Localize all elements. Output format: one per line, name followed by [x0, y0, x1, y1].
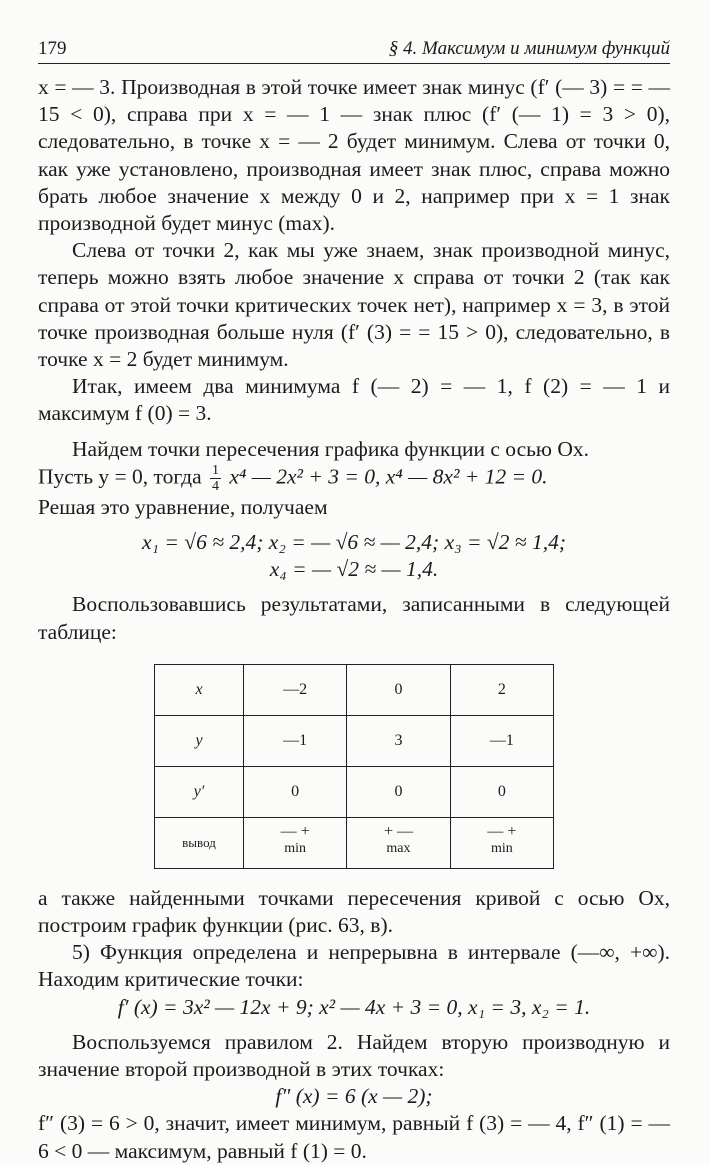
paragraph-11: f″ (3) = 6 > 0, значит, имеет минимум, равный f (3) = — 4, f″ (1) = — 6 < 0 — максимум, равный f (1) = 0.	[38, 1111, 670, 1163]
paragraph-1: x = — 3. Производная в этой точке имеет знак минус (f′ (— 3) = = —15 < 0), справа при x = — 1 — знак плюс (f′ (— 1) = 3 > 0), следовательно, в точке x = — 2 будет минимум. Слева от точки 0, как уже установлено, производная имеет знак плюс, справа можно брать любое значение x между 0 и 2, например при x = 1 знак производной будет минус (max).	[38, 75, 670, 236]
table-cell	[347, 817, 450, 868]
page-header	[38, 30, 670, 64]
paragraph-7: Воспользовавшись результатами, записанными в следующей таблице:	[38, 592, 670, 644]
table-cell: 0	[347, 766, 450, 817]
extremum-kind: min	[284, 841, 307, 857]
sign-pattern: — +	[280, 823, 310, 841]
paragraph-2: Слева от точки 2, как мы уже знаем, знак производной минус, теперь можно взять любое значение x справа от точки 2 (так как справа от этой точки критических точек нет), например x = 3, в этой точке производная больше нуля (f′ (3) = = 15 > 0), следовательно, в точке x = 2 будет минимум.	[38, 238, 670, 372]
paragraph-10: Воспользуемся правилом 2. Найдем вторую производную и значение второй производной в этих точках:	[38, 1029, 670, 1082]
table-cell	[244, 817, 347, 868]
table-cell: —2	[244, 664, 347, 715]
extremum-kind: max	[386, 841, 411, 857]
page-body	[38, 74, 670, 1165]
second-derivative-equation: f″ (x) = 6 (x — 2);	[275, 1084, 433, 1109]
table-cell: 3	[347, 715, 450, 766]
sign-pattern: + —	[383, 823, 413, 841]
summary-table	[154, 664, 554, 869]
fraction-denominator: 4	[212, 478, 219, 494]
paragraph-4: Найдем точки пересечения графика функции с осью Ox.	[72, 436, 590, 461]
paragraph-8: а также найденными точками пересечения кривой с осью Ox, построим график функции (рис. 63, в).	[38, 885, 670, 938]
table-cell	[450, 817, 553, 868]
table-cell: y′	[155, 766, 244, 817]
derivative-equation: f′ (x) = 3x² — 12x + 9; x² — 4x + 3 = 0, x₁ = 3, x₂ = 1.	[117, 994, 591, 1019]
table-cell: y	[155, 715, 244, 766]
table-row-conclusion	[155, 817, 554, 868]
sign-pattern: — +	[487, 823, 517, 841]
paragraph-3: Итак, имеем два минимума f (— 2) = — 1, f (2) = — 1 и максимум f (0) = 3.	[38, 374, 670, 426]
paragraph-6: Решая это уравнение, получаем	[38, 494, 328, 519]
extremum-kind: min	[490, 841, 513, 857]
table-row-x	[155, 664, 554, 715]
roots-line-2: x₄ = — √2 ≈ — 1,4.	[269, 557, 439, 582]
table-cell: x	[155, 664, 244, 715]
table-cell: —1	[450, 715, 553, 766]
table-cell: —1	[244, 715, 347, 766]
table-cell: вывод	[155, 817, 244, 868]
equation-intro: Пусть y = 0, тогда	[38, 464, 202, 489]
roots-line-1: x₁ = √6 ≈ 2,4; x₂ = — √6 ≈ — 2,4; x₃ = √2 ≈ 1,4;	[142, 530, 566, 555]
table-row-y	[155, 715, 554, 766]
table-cell: 0	[347, 664, 450, 715]
page-number: 179	[38, 38, 67, 59]
equation-body: x⁴ — 2x² + 3 = 0, x⁴ — 8x² + 12 = 0.	[229, 464, 548, 489]
paragraph-9: 5) Функция определена и непрерывна в интервале (—∞, +∞). Находим критические точки:	[38, 940, 670, 992]
table-cell: 2	[450, 664, 553, 715]
table-row-derivative	[155, 766, 554, 817]
table-cell: 0	[244, 766, 347, 817]
equation-line	[38, 463, 670, 494]
fraction-numerator: 1	[212, 462, 219, 478]
table-cell: 0	[450, 766, 553, 817]
section-title: § 4. Максимум и минимум функций	[388, 38, 670, 59]
fraction	[210, 463, 221, 494]
